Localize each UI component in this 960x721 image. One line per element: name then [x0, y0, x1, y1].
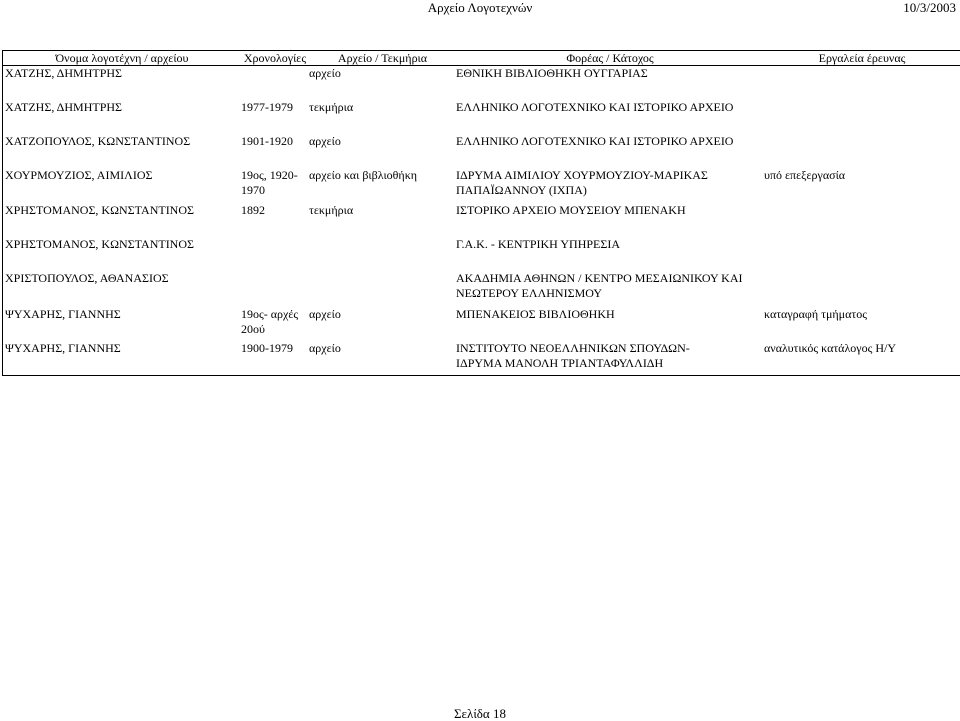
cell-holder: ΕΛΛΗΝΙΚΟ ΛΟΓΟΤΕΧΝΙΚΟ ΚΑΙ ΙΣΤΟΡΙΚΟ ΑΡΧΕΙΟ	[456, 100, 734, 114]
header-dates: Χρονολογίες	[243, 51, 307, 65]
header-tools: Εργαλεία έρευνας	[818, 51, 906, 65]
cell-name: ΧΑΤΖΗΣ, ΔΗΜΗΤΡΗΣ	[5, 100, 123, 114]
cell-tools: αναλυτικός κατάλογος Η/Υ	[764, 341, 897, 355]
table-row	[3, 66, 960, 100]
cell-holder: ΑΚΑΔΗΜΙΑ ΑΘΗΝΩΝ / ΚΕΝΤΡΟ ΜΕΣΑΙΩΝΙΚΟΥ ΚΑΙ ΝΕΩΤΕΡΟΥ ΕΛΛΗΝΙΣΜΟΥ	[456, 271, 743, 300]
page-title: Αρχείο Λογοτεχνών	[427, 0, 533, 15]
header-archive: Αρχείο / Τεκμήρια	[337, 51, 428, 65]
cell-name: ΧΟΥΡΜΟΥΖΙΟΣ, ΑΙΜΙΛΙΟΣ	[5, 168, 153, 182]
header-holder: Φορέας / Κάτοχος	[566, 51, 654, 65]
cell-name: ΧΑΤΖΟΠΟΥΛΟΣ, ΚΩΝΣΤΑΝΤΙΝΟΣ	[5, 134, 191, 148]
cell-name: ΧΡΙΣΤΟΠΟΥΛΟΣ, ΑΘΑΝΑΣΙΟΣ	[5, 271, 169, 285]
cell-archive: αρχείο και βιβλιοθήκη	[309, 168, 418, 182]
cell-holder: ΙΔΡΥΜΑ ΑΙΜΙΛΙΟΥ ΧΟΥΡΜΟΥΖΙΟΥ-ΜΑΡΙΚΑΣ ΠΑΠΑΪΩΑΝΝΟΥ (ΙΧΠΑ)	[456, 168, 708, 197]
table-row	[3, 100, 960, 134]
cell-tools: καταγραφή τμήματος	[764, 307, 867, 321]
cell-holder: ΜΠΕΝΑΚΕΙΟΣ ΒΙΒΛΙΟΘΗΚΗ	[456, 307, 615, 321]
cell-archive: αρχείο	[309, 307, 341, 321]
cell-name: ΧΑΤΖΗΣ, ΔΗΜΗΤΡΗΣ	[5, 66, 123, 80]
table-row	[3, 168, 960, 203]
table-row	[3, 203, 960, 237]
cell-archive: αρχείο	[309, 66, 341, 80]
cell-name: ΨΥΧΑΡΗΣ, ΓΙΑΝΝΗΣ	[5, 341, 121, 355]
table-row	[3, 341, 960, 375]
cell-archive: αρχείο	[309, 134, 341, 148]
cell-holder: Γ.Α.Κ. - ΚΕΝΤΡΙΚΗ ΥΠΗΡΕΣΙΑ	[456, 237, 621, 251]
cell-dates: 1977-1979	[241, 100, 293, 114]
cell-name: ΧΡΗΣΤΟΜΑΝΟΣ, ΚΩΝΣΤΑΝΤΙΝΟΣ	[5, 237, 194, 251]
page-date: 10/3/2003	[903, 0, 956, 15]
cell-dates: 19ος- αρχές 20ού	[241, 307, 299, 336]
cell-holder: ΕΘΝΙΚΗ ΒΙΒΛΙΟΘΗΚΗ ΟΥΓΓΑΡΙΑΣ	[456, 66, 648, 80]
cell-dates: 19ος, 1920-1970	[241, 168, 298, 197]
cell-holder: ΙΝΣΤΙΤΟΥΤΟ ΝΕΟΕΛΛΗΝΙΚΩΝ ΣΠΟΥΔΩΝ-ΙΔΡΥΜΑ ΜΑΝΟΛΗ ΤΡΙΑΝΤΑΦΥΛΛΙΔΗ	[456, 341, 690, 370]
cell-dates: 1892	[241, 203, 265, 217]
table-row	[3, 237, 960, 271]
cell-holder: ΙΣΤΟΡΙΚΟ ΑΡΧΕΙΟ ΜΟΥΣΕΙΟΥ ΜΠΕΝΑΚΗ	[456, 203, 686, 217]
cell-dates: 1901-1920	[241, 134, 293, 148]
cell-archive: τεκμήρια	[309, 100, 354, 114]
cell-archive: τεκμήρια	[309, 203, 354, 217]
table-row	[3, 134, 960, 168]
archive-table	[2, 50, 960, 376]
table-header	[3, 51, 960, 66]
cell-tools: υπό επεξεργασία	[764, 168, 846, 182]
cell-archive: αρχείο	[309, 341, 341, 355]
table-row	[3, 271, 960, 307]
page-number: Σελίδα 18	[453, 706, 506, 721]
cell-name: ΨΥΧΑΡΗΣ, ΓΙΑΝΝΗΣ	[5, 307, 121, 321]
table-row	[3, 307, 960, 341]
cell-holder: ΕΛΛΗΝΙΚΟ ΛΟΓΟΤΕΧΝΙΚΟ ΚΑΙ ΙΣΤΟΡΙΚΟ ΑΡΧΕΙΟ	[456, 134, 734, 148]
header-name: Όνομα λογοτέχνη / αρχείου	[55, 51, 189, 65]
cell-dates: 1900-1979	[241, 341, 293, 355]
cell-name: ΧΡΗΣΤΟΜΑΝΟΣ, ΚΩΝΣΤΑΝΤΙΝΟΣ	[5, 203, 194, 217]
